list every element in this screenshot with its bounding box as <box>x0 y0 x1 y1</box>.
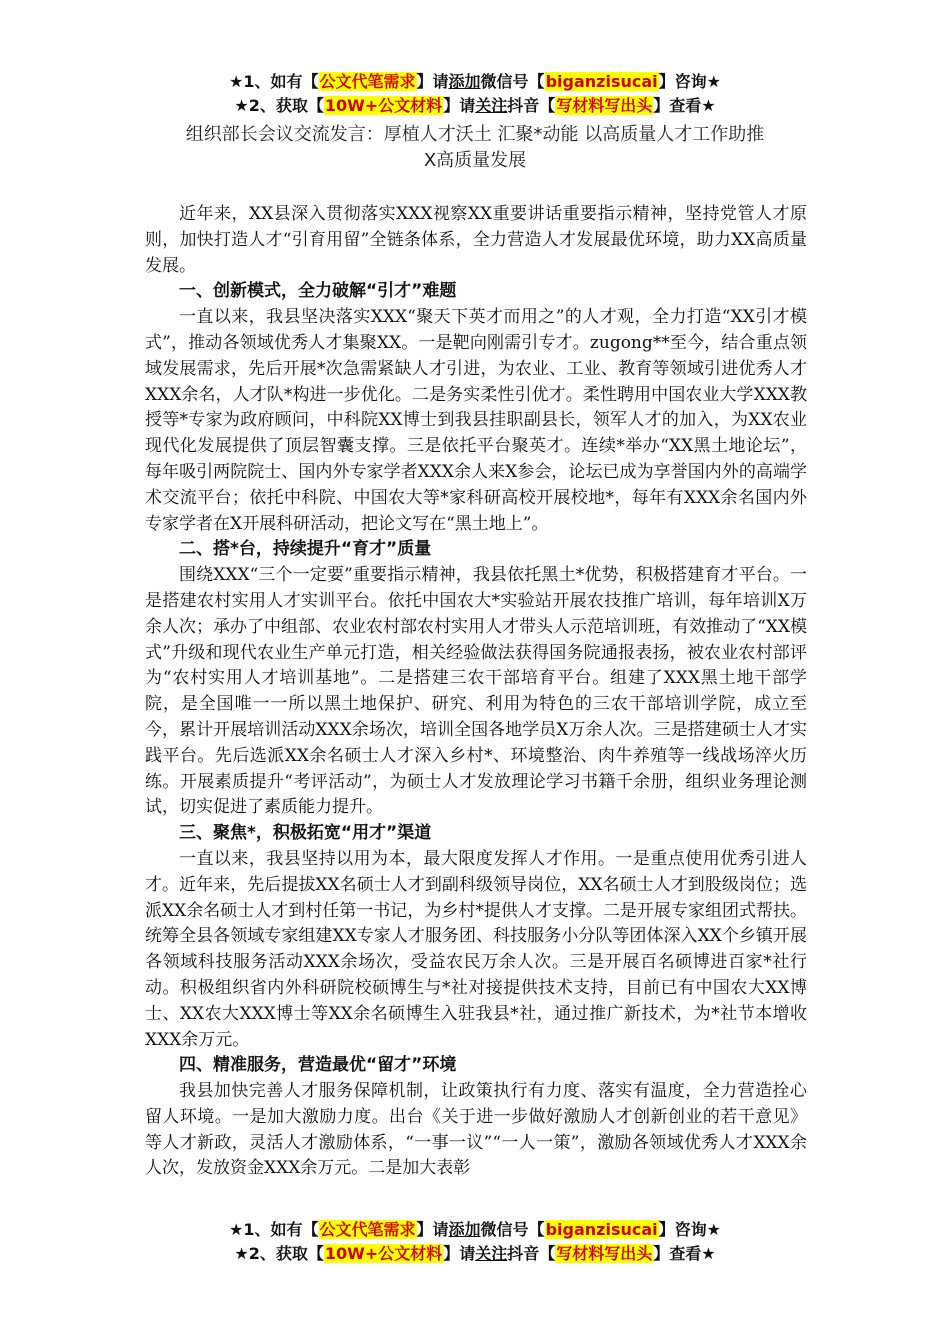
document-body <box>145 202 807 1182</box>
promo-underline: 关注 <box>475 96 508 115</box>
promo-text: 1、如有【 <box>243 72 319 91</box>
promo-underline: 添加 <box>448 72 481 91</box>
promo-underline: 关注 <box>475 1244 508 1263</box>
promo-text: 】查看★ <box>653 96 716 115</box>
promo-text: 】咨询★ <box>658 72 721 91</box>
title-line-1: 组织部长会议交流发言：厚植人才沃土 汇聚*动能 以高质量人才工作助推 <box>185 124 765 145</box>
promo-text: 】查看★ <box>653 1244 716 1263</box>
promo-text: 微信号【 <box>480 72 545 91</box>
promo-text: 2、获取【 <box>248 1244 324 1263</box>
section-paragraph-4: 我县加快完善人才服务保障机制，让政策执行有力度、落实有温度，全力营造拴心留人环境。一是加大激励力度。出台《关于进一步做好激励人才创新创业的若干意见》等人才新政，灵活人才激励体系，“一事一议”“一人一策”，激励各领域优秀人才XXX余人次，发放资金XXX余万元。二是加大表彰 <box>145 1081 807 1179</box>
promo-underline: 添加 <box>448 1220 481 1239</box>
section-heading-3: 三、聚焦*，积极拓宽“用才”渠道 <box>179 823 432 844</box>
star-icon: ★ <box>229 1220 244 1239</box>
promo-text: 】请 <box>443 96 476 115</box>
promo-text: 抖音【 <box>507 96 556 115</box>
promo-banner-top-line1 <box>0 70 950 94</box>
promo-wechat-id: biganzisucai <box>545 72 658 91</box>
star-icon: ★ <box>229 72 244 91</box>
promo-text: 1、如有【 <box>243 1220 319 1239</box>
title-line-2: X高质量发展 <box>423 150 527 171</box>
section-heading-2: 二、搭*台，持续提升“育才”质量 <box>179 539 432 560</box>
section-heading-1: 一、创新模式，全力破解“引才”难题 <box>179 281 457 302</box>
promo-text: 】请 <box>416 1220 449 1239</box>
document-title <box>150 122 800 174</box>
promo-banner-bottom-line2 <box>0 1242 950 1266</box>
promo-text: 】咨询★ <box>658 1220 721 1239</box>
promo-douyin-id: 写材料写出头 <box>556 1244 653 1263</box>
promo-banner-top-line2 <box>0 94 950 118</box>
section-paragraph-3: 一直以来，我县坚持以用为本，最大限度发挥人才作用。一是重点使用优秀引进人才。近年来，先后提拔XX名硕士人才到副科级领导岗位，XX名硕士人才到股级岗位；选派XX余名硕士人才到村任第一书记，为乡村*提供人才支撑。二是开展专家组团式帮扶。统筹全县各领域专家组建XX专家人才服务团、科技服务小分队等团体深入XX个乡镇开展各领域科技服务活动XXX余场次，受益农民万余人次。三是开展百名硕博进百家*社行动。积极组织省内外科研院校硕博生与*社对接提供技术支持，目前已有中国农大XX博士、XX农大XXX博士等XX余名硕博生入驻我县*社，通过推广新技术，为*社节本增收XXX余万元。 <box>145 848 807 1050</box>
promo-highlight: 10W+公文材料 <box>324 96 443 115</box>
promo-text: 2、获取【 <box>248 96 324 115</box>
promo-highlight: 公文代笔需求 <box>319 72 416 91</box>
promo-text: 】请 <box>443 1244 476 1263</box>
promo-highlight: 10W+公文材料 <box>324 1244 443 1263</box>
section-paragraph-1: 一直以来，我县坚决落实XXX“聚天下英才而用之”的人才观，全力打造“XX引才模式”，推动各领域优秀人才集聚XX。一是靶向刚需引专才。zugong**至今，结合重点领域发展需求，先后开展*次急需紧缺人才引进，为农业、工业、教育等领域引进优秀人才XXX余名，人才队*构进一步优化。二是务实柔性引优才。柔性聘用中国农业大学XXX教授等*专家为政府顾问，中科院XX博士到我县挂职副县长，领军人才的加入，为XX农业现代化发展提供了顶层智囊支撑。三是依托平台聚英才。连续*举办“XX黑土地论坛”，每年吸引两院院士、国内外专家学者XXX余人来X参会，论坛已成为享誉国内外的高端学术交流平台；依托中科院、中国农大等*家科研高校开展校地*，每年有XXX余名国内外专家学者在X开展科研活动，把论文写在“黑土地上”。 <box>145 307 807 534</box>
star-icon: ★ <box>234 96 249 115</box>
promo-wechat-id: biganzisucai <box>545 1220 658 1239</box>
promo-text: 微信号【 <box>480 1220 545 1239</box>
section-heading-4: 四、精准服务，营造最优“留才”环境 <box>179 1055 457 1076</box>
promo-highlight: 公文代笔需求 <box>319 1220 416 1239</box>
promo-banner-bottom-line1 <box>0 1218 950 1242</box>
promo-text: 抖音【 <box>507 1244 556 1263</box>
promo-douyin-id: 写材料写出头 <box>556 96 653 115</box>
section-paragraph-2: 围绕XXX“三个一定要”重要指示精神，我县依托黑土*优势，积极搭建育才平台。一是搭建农村实用人才实训平台。依托中国农大*实验站开展农技推广培训，每年培训X万余人次；承办了中组部、农业农村部农村实用人才带头人示范培训班，有效推动了“XX模式”升级和现代农业生产单元打造，相关经验做法获得国务院通报表扬，被农业农村部评为“农村实用人才培训基地”。二是搭建三农干部培育平台。组建了XXX黑土地干部学院，是全国唯一一所以黑土地保护、研究、利用为特色的三农干部培训学院，成立至今，累计开展培训活动XXX余场次，培训全国各地学员X万余人次。三是搭建硕士人才实践平台。先后选派XX余名硕士人才深入乡村*、环境整治、肉牛养殖等一线战场淬火历练。开展素质提升“考评活动”，为硕士人才发放理论学习书籍千余册，组织业务理论测试，切实促进了素质能力提升。 <box>145 565 807 818</box>
intro-paragraph: 近年来，XX县深入贯彻落实XXX视察XX重要讲话重要指示精神，坚持党管人才原则，加快打造人才“引育用留”全链条体系，全力营造人才发展最优环境，助力XX高质量发展。 <box>145 204 807 276</box>
star-icon: ★ <box>234 1244 249 1263</box>
promo-text: 】请 <box>416 72 449 91</box>
